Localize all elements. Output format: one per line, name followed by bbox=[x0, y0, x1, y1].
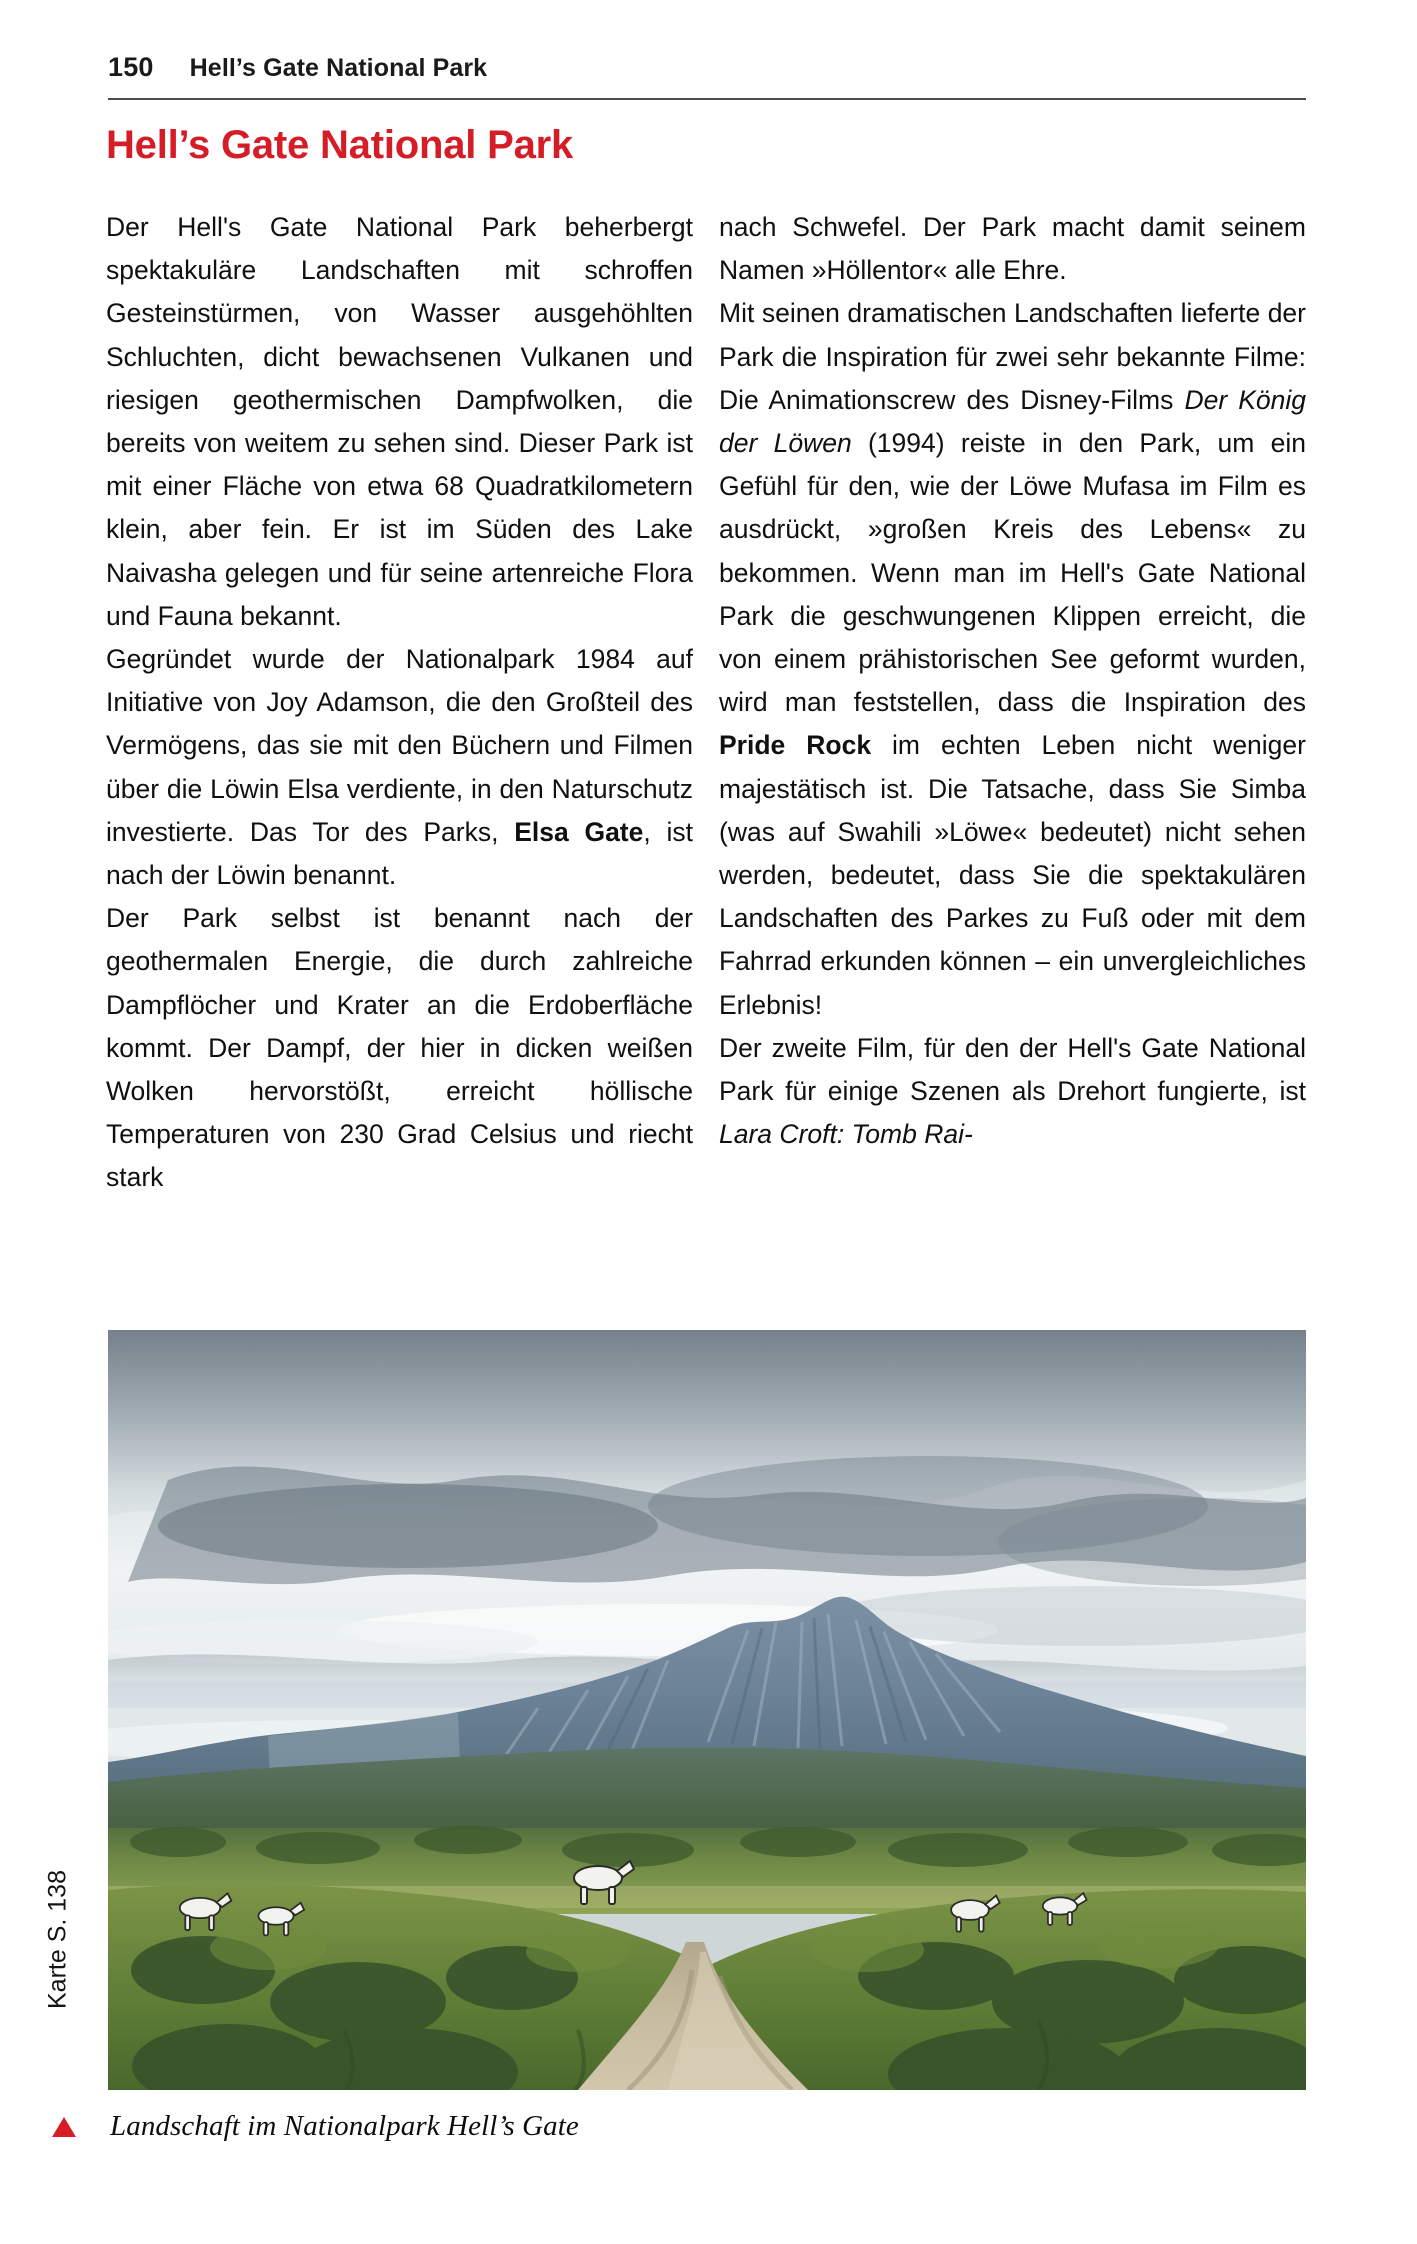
emphasis-bold: Elsa Gate bbox=[514, 816, 644, 847]
text-run: nach Schwefel. Der Park macht damit seinem Namen »Höllentor« alle Ehre. bbox=[719, 212, 1306, 286]
emphasis-italic: Lara Croft: Tomb Rai- bbox=[719, 1119, 973, 1150]
text-run: Gegründet wurde der Nationalpark 1984 auf Initiative von Joy Adamson, die den Großteil des Vermögens, das sie mit den Büchern und Filmen über die Löwin Elsa verdiente, in den Naturschutz investierte. Das Tor des Parks, bbox=[106, 644, 693, 847]
text-run: , ist nach der Löwin benannt. bbox=[106, 816, 693, 891]
text-run: Der Hell's Gate National Park beherbergt spektakuläre Landschaften mit schroffen Gesteinstürmen, von Wasser ausgehöhlten Schluchten, dicht bewachsenen Vulkanen und riesigen geothermischen Dampfwolken, die bereits von weitem zu sehen sind. Dieser Park ist mit einer Fläche von etwa 68 Quadratkilometern klein, aber fein. Er ist im Süden des Lake Naivasha gelegen und für seine artenreiche Flora und Fauna bekannt. bbox=[106, 212, 693, 631]
header-divider bbox=[108, 98, 1306, 100]
article-body bbox=[106, 206, 1306, 1316]
text-run: Der zweite Film, für den der Hell's Gate National Park für einige Szenen als Drehort fungierte, ist bbox=[719, 1032, 1306, 1107]
paragraph bbox=[106, 638, 693, 897]
landscape-photo bbox=[108, 1330, 1306, 2090]
paragraph bbox=[719, 1027, 1306, 1157]
emphasis-italic: Der König der Löwen bbox=[719, 384, 1306, 459]
right-column bbox=[719, 206, 1306, 1316]
running-head bbox=[108, 52, 1308, 83]
paragraph bbox=[719, 292, 1306, 1026]
paragraph bbox=[719, 206, 1306, 292]
emphasis-bold: Pride Rock bbox=[719, 730, 872, 761]
text-run: Mit seinen dramatischen Landschaften lieferte der Park die Inspiration für zwei sehr bekannte Filme: Die Animationscrew des Disney-Films bbox=[719, 298, 1306, 415]
paragraph bbox=[106, 897, 693, 1199]
photo-artwork bbox=[108, 1330, 1306, 2090]
triangle-up-icon bbox=[52, 2117, 76, 2137]
caption-text: Landschaft im Nationalpark Hell’s Gate bbox=[110, 2110, 579, 2142]
text-run: im echten Leben nicht weniger majestätisch ist. Die Tatsache, dass Sie Simba (was auf Swahili »Löwe« bedeutet) nicht sehen werden, bedeutet, dass Sie die spektakulären Landschaften des Parkes zu Fuß oder mit dem Fahrrad erkunden können – ein unvergleichliches Erlebnis! bbox=[719, 730, 1306, 1020]
running-head-title: Hell’s Gate National Park bbox=[189, 54, 488, 82]
text-run: (1994) reiste in den Park, um ein Gefühl für den, wie der Löwe Mufasa im Film es ausdrückt, »großen Kreis des Lebens« zu bekommen. Wenn man im Hell's Gate National Park die geschwungenen Klippen erreicht, die von einem prähistorischen See geformt wurden, wird man feststellen, dass die Inspiration des bbox=[719, 428, 1306, 718]
page-number: 150 bbox=[108, 52, 154, 82]
paragraph bbox=[106, 206, 693, 638]
left-column bbox=[106, 206, 693, 1316]
map-reference-label: Karte S. 138 bbox=[43, 1870, 72, 2009]
photo-caption bbox=[52, 2110, 579, 2143]
text-run: Der Park selbst ist benannt nach der geothermalen Energie, die durch zahlreiche Dampflöcher und Krater an die Erdoberfläche kommt. Der Dampf, der hier in dicken weißen Wolken hervorstößt, erreicht höllische Temperaturen von 230 Grad Celsius und riecht stark bbox=[106, 903, 693, 1193]
page-title: Hell’s Gate National Park bbox=[106, 123, 574, 167]
